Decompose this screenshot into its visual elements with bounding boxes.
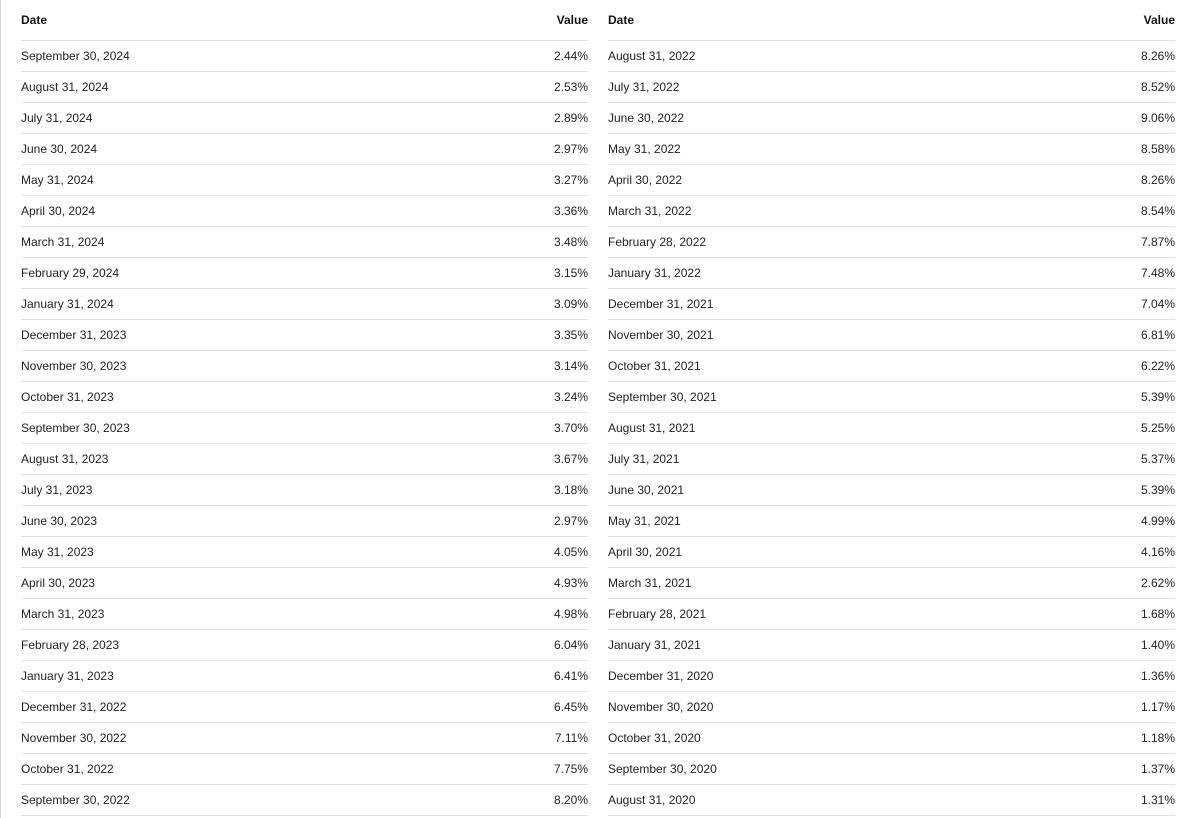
date-cell: November 30, 2022: [21, 722, 421, 753]
date-cell: April 30, 2024: [21, 195, 421, 226]
table-row: [21, 412, 588, 443]
table-row: [21, 660, 588, 691]
value-cell: 6.22%: [1008, 350, 1175, 381]
table-row: [608, 164, 1175, 195]
table-row: [608, 536, 1175, 567]
table-row: [21, 722, 588, 753]
value-cell: 2.97%: [421, 133, 588, 164]
table-row: [21, 226, 588, 257]
table-row: [608, 381, 1175, 412]
value-cell: 1.31%: [1008, 784, 1175, 815]
value-column-header[interactable]: Value: [1008, 0, 1175, 40]
date-cell: January 31, 2022: [608, 257, 1008, 288]
date-cell: December 31, 2021: [608, 288, 1008, 319]
value-cell: 7.04%: [1008, 288, 1175, 319]
date-cell: October 31, 2021: [608, 350, 1008, 381]
table-row: [608, 474, 1175, 505]
value-cell: 4.98%: [421, 598, 588, 629]
date-cell: April 30, 2022: [608, 164, 1008, 195]
data-table-right: [608, 0, 1175, 816]
date-cell: August 31, 2023: [21, 443, 421, 474]
table-row: [21, 691, 588, 722]
right-table-body: [608, 40, 1175, 815]
date-cell: December 31, 2023: [21, 319, 421, 350]
date-cell: December 31, 2022: [21, 691, 421, 722]
value-cell: 7.48%: [1008, 257, 1175, 288]
value-cell: 7.11%: [421, 722, 588, 753]
value-cell: 1.36%: [1008, 660, 1175, 691]
value-cell: 5.25%: [1008, 412, 1175, 443]
value-cell: 1.40%: [1008, 629, 1175, 660]
date-cell: September 30, 2020: [608, 753, 1008, 784]
table-row: [21, 381, 588, 412]
table-row: [21, 71, 588, 102]
table-row: [21, 133, 588, 164]
date-cell: August 31, 2020: [608, 784, 1008, 815]
table-row: [608, 505, 1175, 536]
date-cell: April 30, 2023: [21, 567, 421, 598]
value-cell: 3.18%: [421, 474, 588, 505]
table-row: [608, 195, 1175, 226]
table-row: [608, 226, 1175, 257]
value-cell: 8.58%: [1008, 133, 1175, 164]
date-cell: February 28, 2023: [21, 629, 421, 660]
table-row: [21, 753, 588, 784]
value-cell: 6.04%: [421, 629, 588, 660]
table-row: [608, 350, 1175, 381]
table-row: [21, 474, 588, 505]
page-left-border: [0, 0, 1, 818]
value-cell: 9.06%: [1008, 102, 1175, 133]
date-cell: August 31, 2022: [608, 40, 1008, 71]
table-row: [21, 319, 588, 350]
date-column-header[interactable]: Date: [608, 0, 1008, 40]
date-cell: September 30, 2024: [21, 40, 421, 71]
table-row: [608, 753, 1175, 784]
value-cell: 3.24%: [421, 381, 588, 412]
value-cell: 8.20%: [421, 784, 588, 815]
value-cell: 3.35%: [421, 319, 588, 350]
value-cell: 4.99%: [1008, 505, 1175, 536]
value-cell: 3.15%: [421, 257, 588, 288]
date-cell: July 31, 2022: [608, 71, 1008, 102]
table-row: [21, 784, 588, 815]
table-row: [608, 257, 1175, 288]
value-cell: 2.97%: [421, 505, 588, 536]
value-cell: 4.16%: [1008, 536, 1175, 567]
value-cell: 5.37%: [1008, 443, 1175, 474]
value-cell: 3.67%: [421, 443, 588, 474]
table-row: [21, 257, 588, 288]
date-cell: January 31, 2024: [21, 288, 421, 319]
value-cell: 7.87%: [1008, 226, 1175, 257]
left-table-body: [21, 40, 588, 815]
value-cell: 8.54%: [1008, 195, 1175, 226]
table-row: [21, 164, 588, 195]
value-cell: 3.27%: [421, 164, 588, 195]
table-row: [21, 40, 588, 71]
table-row: [21, 567, 588, 598]
table-row: [608, 784, 1175, 815]
value-cell: 5.39%: [1008, 381, 1175, 412]
date-cell: January 31, 2021: [608, 629, 1008, 660]
date-cell: March 31, 2024: [21, 226, 421, 257]
table-row: [21, 350, 588, 381]
table-row: [608, 691, 1175, 722]
value-cell: 1.17%: [1008, 691, 1175, 722]
table-row: [21, 443, 588, 474]
table-row: [21, 536, 588, 567]
value-cell: 1.68%: [1008, 598, 1175, 629]
date-cell: March 31, 2022: [608, 195, 1008, 226]
date-cell: June 30, 2024: [21, 133, 421, 164]
date-cell: November 30, 2023: [21, 350, 421, 381]
date-cell: June 30, 2023: [21, 505, 421, 536]
table-row: [21, 288, 588, 319]
date-cell: September 30, 2022: [21, 784, 421, 815]
table-row: [608, 288, 1175, 319]
date-cell: June 30, 2021: [608, 474, 1008, 505]
date-cell: February 28, 2021: [608, 598, 1008, 629]
value-cell: 3.14%: [421, 350, 588, 381]
date-cell: August 31, 2024: [21, 71, 421, 102]
date-cell: October 31, 2022: [21, 753, 421, 784]
value-cell: 6.45%: [421, 691, 588, 722]
value-cell: 2.62%: [1008, 567, 1175, 598]
table-header-row: [21, 0, 588, 40]
value-cell: 4.93%: [421, 567, 588, 598]
date-cell: May 31, 2023: [21, 536, 421, 567]
date-column-header[interactable]: Date: [21, 0, 421, 40]
value-cell: 8.26%: [1008, 40, 1175, 71]
date-cell: May 31, 2021: [608, 505, 1008, 536]
table-row: [608, 40, 1175, 71]
value-cell: 4.05%: [421, 536, 588, 567]
date-cell: January 31, 2023: [21, 660, 421, 691]
value-cell: 8.26%: [1008, 164, 1175, 195]
table-row: [608, 133, 1175, 164]
value-cell: 6.41%: [421, 660, 588, 691]
table-row: [21, 102, 588, 133]
table-row: [21, 629, 588, 660]
table-row: [608, 598, 1175, 629]
value-cell: 1.37%: [1008, 753, 1175, 784]
date-cell: October 31, 2023: [21, 381, 421, 412]
value-cell: 3.36%: [421, 195, 588, 226]
table-header-row: [608, 0, 1175, 40]
date-cell: February 28, 2022: [608, 226, 1008, 257]
data-tables-container: [21, 0, 1176, 818]
value-cell: 2.44%: [421, 40, 588, 71]
date-cell: May 31, 2024: [21, 164, 421, 195]
value-cell: 8.52%: [1008, 71, 1175, 102]
date-cell: September 30, 2021: [608, 381, 1008, 412]
table-row: [608, 412, 1175, 443]
value-cell: 2.53%: [421, 71, 588, 102]
table-row: [608, 443, 1175, 474]
data-table-left: [21, 0, 588, 816]
date-cell: November 30, 2021: [608, 319, 1008, 350]
table-row: [608, 319, 1175, 350]
table-row: [21, 505, 588, 536]
table-row: [608, 722, 1175, 753]
value-cell: 2.89%: [421, 102, 588, 133]
value-cell: 7.75%: [421, 753, 588, 784]
date-cell: August 31, 2021: [608, 412, 1008, 443]
date-cell: November 30, 2020: [608, 691, 1008, 722]
date-cell: September 30, 2023: [21, 412, 421, 443]
table-row: [21, 598, 588, 629]
table-row: [608, 660, 1175, 691]
date-cell: October 31, 2020: [608, 722, 1008, 753]
date-cell: December 31, 2020: [608, 660, 1008, 691]
table-row: [608, 102, 1175, 133]
date-cell: April 30, 2021: [608, 536, 1008, 567]
date-cell: February 29, 2024: [21, 257, 421, 288]
value-cell: 6.81%: [1008, 319, 1175, 350]
value-cell: 1.18%: [1008, 722, 1175, 753]
table-row: [21, 195, 588, 226]
date-cell: July 31, 2021: [608, 443, 1008, 474]
date-cell: March 31, 2023: [21, 598, 421, 629]
date-cell: March 31, 2021: [608, 567, 1008, 598]
date-cell: June 30, 2022: [608, 102, 1008, 133]
date-cell: July 31, 2024: [21, 102, 421, 133]
value-cell: 3.09%: [421, 288, 588, 319]
table-row: [608, 567, 1175, 598]
table-row: [608, 71, 1175, 102]
value-column-header[interactable]: Value: [421, 0, 588, 40]
value-cell: 3.70%: [421, 412, 588, 443]
table-row: [608, 629, 1175, 660]
date-cell: July 31, 2023: [21, 474, 421, 505]
value-cell: 3.48%: [421, 226, 588, 257]
date-cell: May 31, 2022: [608, 133, 1008, 164]
value-cell: 5.39%: [1008, 474, 1175, 505]
